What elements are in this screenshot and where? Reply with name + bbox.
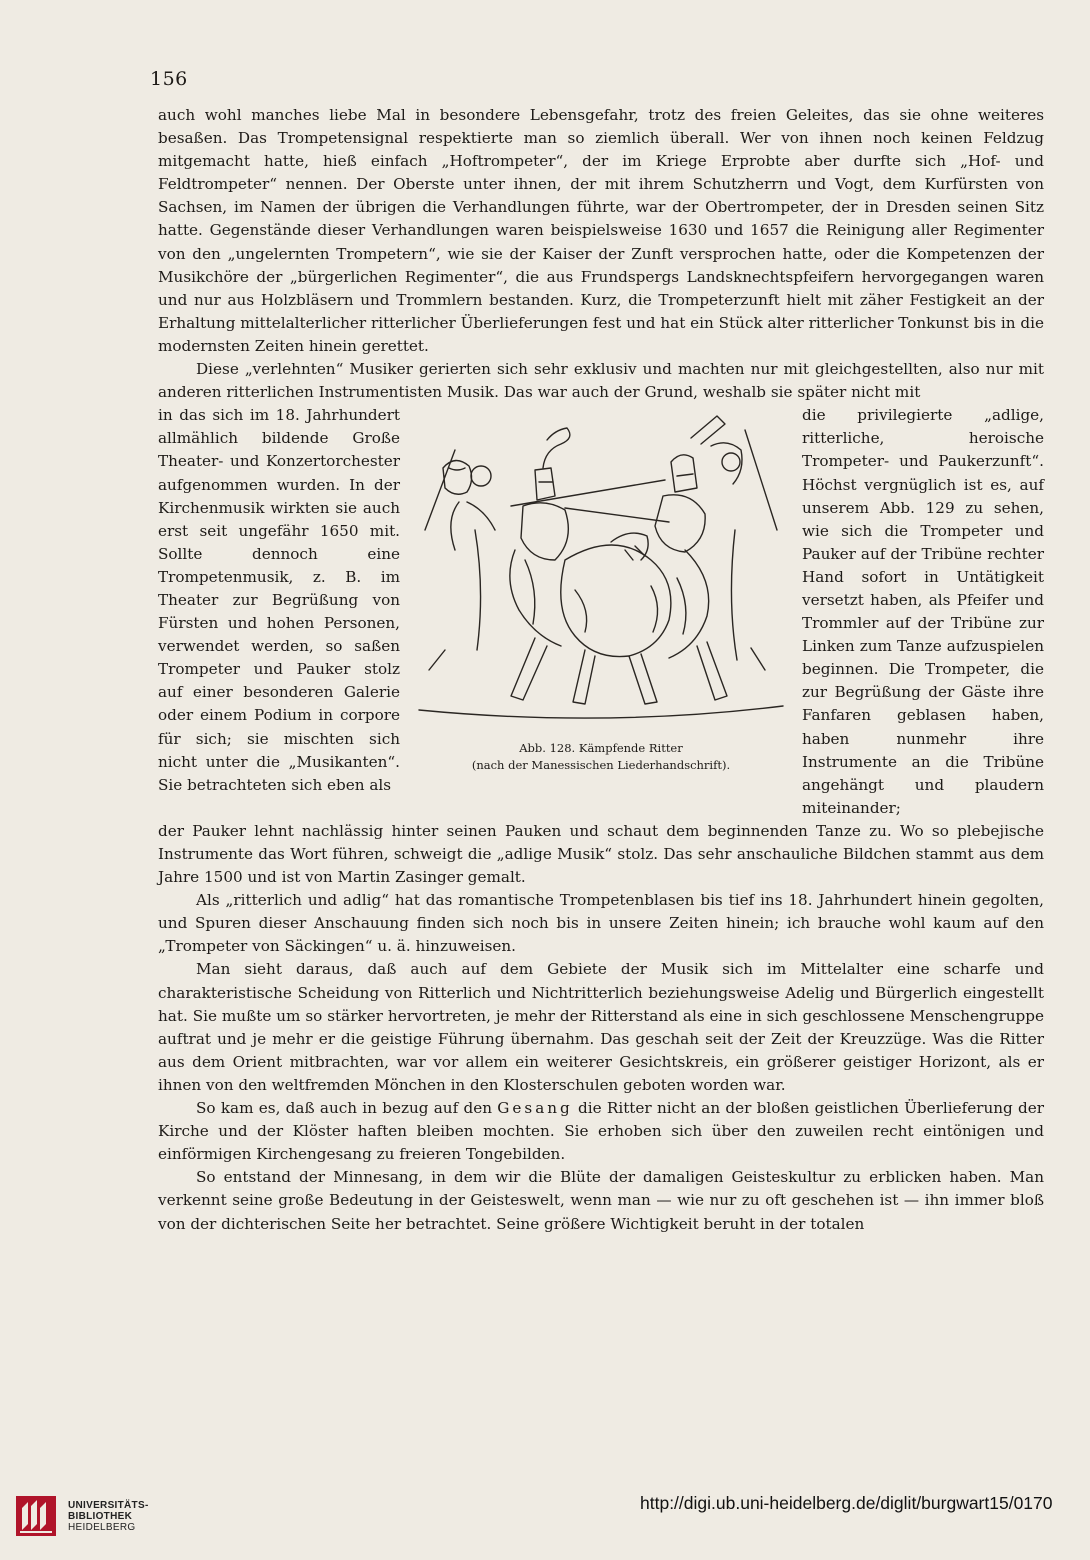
library-name-line: BIBLIOTHEK: [68, 1510, 133, 1522]
body-text: [158, 104, 1044, 1236]
source-url-link[interactable]: http://digi.ub.uni-heidelberg.de/diglit/burgwart15/0170: [640, 1493, 1053, 1513]
gesang-spaced-word: Gesang: [497, 1099, 573, 1118]
paragraph: Diese „verlehnten“ Musiker gerierten sich sehr exklusiv und machten nur mit gleichgestellten, also nur mit anderen ritterlichen Instrumentisten Musik. Das war auch der Grund, weshalb sie später nicht mit: [158, 360, 1044, 402]
paragraph-gesang: [158, 1097, 1044, 1166]
library-name: [68, 1500, 149, 1533]
paragraph: Man sieht daraus, daß auch auf dem Gebiete der Musik sich im Mittelalter eine scharfe und charakteristische Scheidung von Ritterlich und Nichtritterlich beziehungsweise Adelig und Bürgerlich eingestellt hat. Sie mußte um so stärker hervortreten, je mehr der Ritterstand als eine in sich geschlossene Menschengruppe auftrat und je mehr er die geistige Führung übernahm. Das geschah seit der Zeit der Kreuzzüge. Was die Ritter aus dem Orient mitbrachten, war vor allem ein weiterer Gesichtskreis, ein größerer geistiger Horizont, als er ihnen von den weltfremden Mönchen in den Klosterschulen geboten worden war.: [158, 960, 1044, 1094]
library-name-line: UNIVERSITÄTS-: [68, 1499, 149, 1511]
paragraph: der Pauker lehnt nachlässig hinter seinen Pauken und schaut dem beginnenden Tanze zu. Wo so plebejische Instrumente das Wort führen, schweigt die „adlige Musik“ stolz. Das sehr anschauliche Bildchen stammt aus dem Jahre 1500 und ist von Martin Zasinger gemalt.: [158, 821, 1044, 887]
library-name-line: HEIDELBERG: [68, 1521, 136, 1533]
wrap-text-left: in das sich im 18. Jahrhundert allmählich bildende Große Theater- und Konzertorchester aufgenommen wurden. In der Kirchenmusik wirkten sie auch erst seit ungefähr 1650 mit. Sollte dennoch eine Trompetenmusik, z. B. im Theater zur Begrüßung von Fürsten und hohen Personen, verwendet werden, so saßen Trompeter und Pauker stolz auf einer besonderen Galerie oder einem Podium in corpore für sich; sie mischten sich nicht unter die „Musikanten“. Sie betrachteten sich eben als: [158, 406, 400, 794]
paragraph: Als „ritterlich und adlig“ hat das romantische Trompetenblasen bis tief ins 18. Jahrhundert hinein gegolten, und Spuren dieser Anschauung finden sich noch bis in unsere Zeiten hinein; ich brauche wohl kaum auf den „Trompeter von Säckingen“ u. ä. hinzuweisen.: [158, 891, 1044, 956]
paragraph: So entstand der Minnesang, in dem wir die Blüte der damaligen Geisteskultur zu erblicken haben. Man verkennt seine große Bedeutung in der Geisteswelt, wenn man — wie nur zu oft geschehen ist — ihn immer bloß von der dichterischen Seite her betrachtet. Seine größere Wichtigkeit beruht in der totalen: [158, 1168, 1044, 1233]
knights-illustration: [415, 410, 787, 744]
figure-wrap-section: [158, 404, 1044, 820]
paragraph: auch wohl manches liebe Mal in besondere Lebensgefahr, trotz des freien Geleites, das sie ohne weiteres besaßen. Das Trompetensignal respektierte man so ziemlich überall. Wer von ihnen noch keinen Feldzug mitgemacht hatte, hieß einfach „Hoftrompeter“, der im Kriege Erprobte aber durfte sich „Hof- und Feldtrompeter“ nennen. Der Oberste unter ihnen, der mit ihrem Schutzherrn und Vogt, dem Kurfürsten von Sachsen, im Namen der übrigen die Verhandlungen führte, war der Obertrompeter, der in Dresden seinen Sitz hatte. Gegenstände dieser Verhandlungen waren beispielsweise 1630 und 1657 die Reinigung aller Regimenter von den „ungelernten Trompetern“, wie sie der Kaiser der Zunft versprochen hatte, oder die Kompetenzen der Musikchöre der „bürgerlichen Regimenter“, die aus Frundspergs Landsknechtspfeifern hervorgegangen waren und nur aus Holzbläsern und Trommlern bestanden. Kurz, die Trompeterzunft hielt mit zäher Festigkeit an der Erhaltung mittelalterlicher ritterlicher Überlieferungen fest und hat ein Stück alter ritterlicher Tonkunst bis in die modernsten Zeiten hinein gerettet.: [158, 106, 1044, 355]
figure-source: (nach der Manessischen Liederhandschrift).: [471, 758, 731, 773]
figure: [411, 404, 791, 820]
figure-caption: Abb. 128. Kämpfende Ritter: [519, 741, 683, 756]
wrap-text-right: die privilegierte „adlige, ritterliche, heroische Trompeter- und Paukerzunft“. Höchst vergnüglich ist es, auf unserem Abb. 129 zu sehen, wie sich die Trompeter und Pauker auf der Tribüne rechter Hand sofort in Untätigkeit versetzt haben, als Pfeifer und Trommler auf der Tribüne zur Linken zum Tanze aufzuspielen beginnen. Die Trompeter, die zur Begrüßung der Gäste ihre Fanfaren geblasen haben, haben nunmehr ihre Instrumente an die Tribüne angehängt und plaudern miteinander;: [802, 406, 1044, 817]
gesang-text-before: So kam es, daß auch in bezug auf den: [196, 1099, 498, 1118]
library-logo[interactable]: [14, 1494, 149, 1538]
gesang-text-after: die Ritter nicht an der bloßen geistlichen Überlieferung der Kirche und der Klöster haften bleiben mochten. Sie erhoben sich über den zuweilen recht eintönigen und einförmigen Kirchengesang zu freieren Tongebilden.: [158, 1099, 1044, 1164]
page-number: 156: [150, 68, 188, 90]
library-seal-icon: [14, 1494, 58, 1538]
